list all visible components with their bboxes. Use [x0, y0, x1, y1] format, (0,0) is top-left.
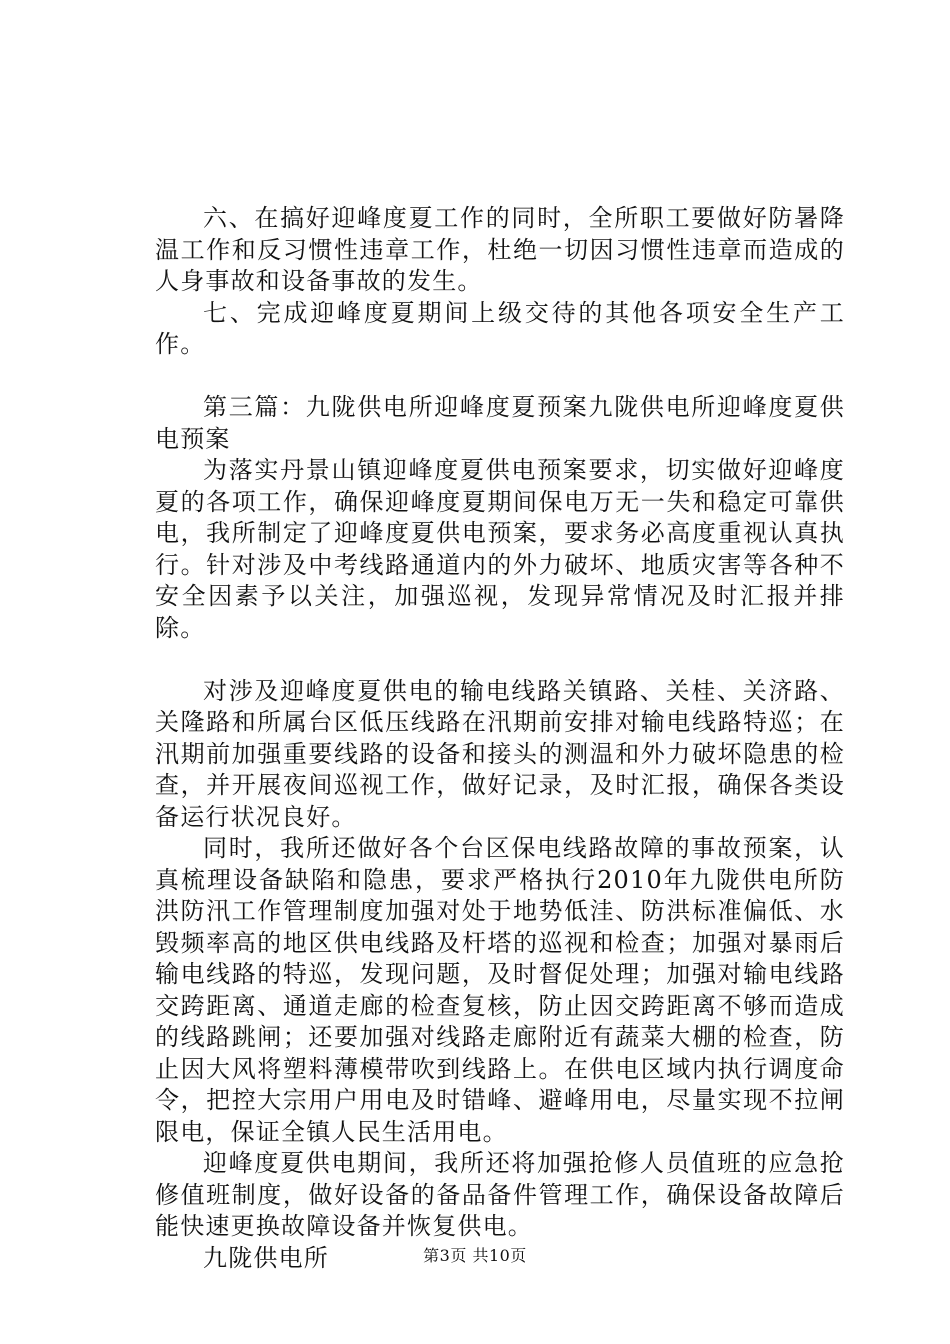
section-heading: 第三篇：九陇供电所迎峰度夏预案九陇供电所迎峰度夏供电预案	[155, 393, 845, 453]
paragraph-transmission-lines: 对涉及迎峰度夏供电的输电线路关镇路、关桂、关济路、关隆路和所属台区低压线路在汛期前安排对输电线路特巡；在汛期前加强重要线路的设备和接头的测温和外力破坏隐患的检查，并开展夜间巡视工作，做好记录，及时汇报，确保各类设备运行状况良好。	[155, 676, 845, 831]
intro-paragraph: 为落实丹景山镇迎峰度夏供电预案要求，切实做好迎峰度夏的各项工作，确保迎峰度夏期间保电万无一失和稳定可靠供电，我所制定了迎峰度夏供电预案，要求务必高度重视认真执行。针对涉及中考线路通道内的外力破坏、地质灾害等各种不安全因素予以关注，加强巡视，发现异常情况及时汇报并排除。	[155, 456, 845, 642]
spacer	[155, 644, 845, 676]
signature: 九陇供电所	[203, 1243, 329, 1272]
document-body	[155, 203, 845, 1274]
page-number: 第3页 共10页	[423, 1246, 527, 1265]
paragraph-item-six: 六、在搞好迎峰度夏工作的同时，全所职工要做好防暑降温工作和反习惯性违章工作，杜绝一切因习惯性违章而造成的人身事故和设备事故的发生。	[155, 204, 845, 295]
paragraph-fault-plan: 同时，我所还做好各个台区保电线路故障的事故预案，认真梳理设备缺陷和隐患，要求严格执行2010年九陇供电所防洪防汛工作管理制度加强对处于地势低洼、防洪标准偏低、水毁频率高的地区供电线路及杆塔的巡视和检查；加强对暴雨后输电线路的特巡，发现问题，及时督促处理；加强对输电线路交跨距离、通道走廊的检查复核，防止因交跨距离不够而造成的线路跳闸；还要加强对线路走廊附近有蔬菜大棚的检查，防止因大风将塑料薄模带吹到线路上。在供电区域内执行调度命令，把控大宗用户用电及时错峰、避峰用电，尽量实现不拉闸限电，保证全镇人民生活用电。	[155, 834, 845, 1146]
paragraph-repair-duty: 迎峰度夏供电期间，我所还将加强抢修人员值班的应急抢修值班制度，做好设备的备品备件管理工作，确保设备故障后能快速更换故障设备并恢复供电。	[155, 1149, 845, 1240]
paragraph-item-seven: 七、完成迎峰度夏期间上级交待的其他各项安全生产工作。	[155, 298, 845, 358]
spacer	[155, 361, 845, 393]
